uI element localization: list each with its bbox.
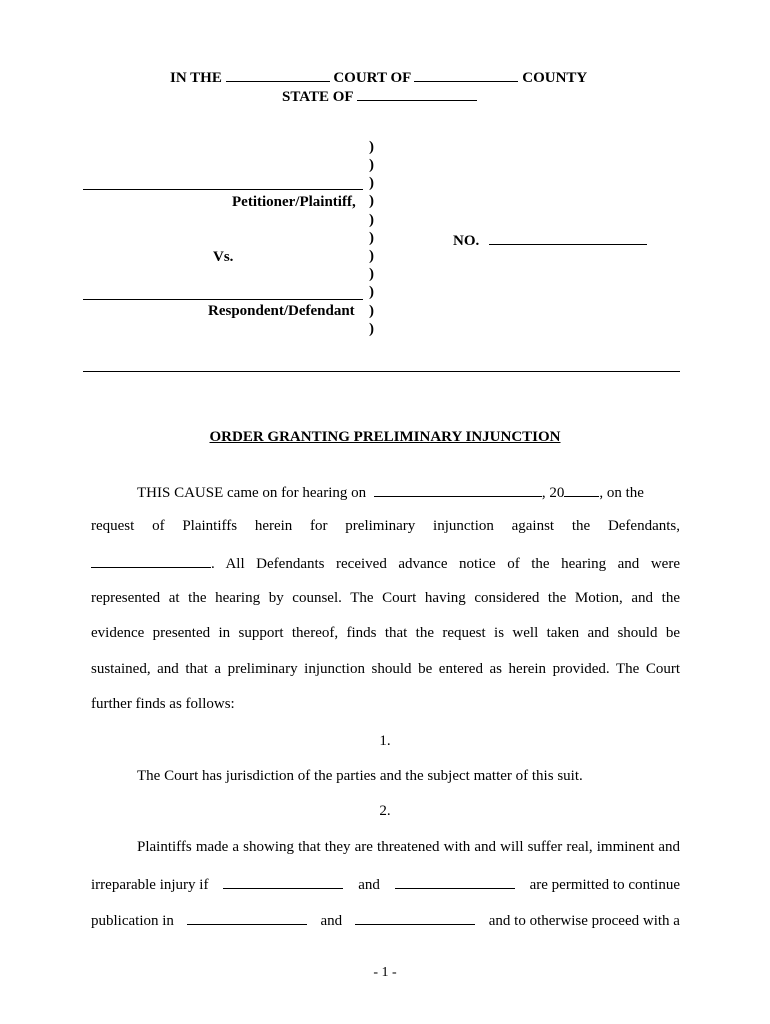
page-number: - 1 - (373, 965, 397, 980)
p2-word: preliminary (345, 518, 416, 534)
publication-b-blank (355, 910, 475, 925)
body-line-3 (91, 553, 680, 573)
petitioner-label: Petitioner/Plaintiff, (232, 194, 356, 210)
caption-in-the: IN THE (170, 70, 222, 86)
p2-word: for (310, 518, 328, 534)
f2l3-text-a: publication in (91, 913, 174, 929)
caption-paren-11: ) (369, 321, 374, 337)
case-number-blank (489, 230, 647, 245)
body-line-1 (137, 482, 680, 502)
caption-line-1 (170, 67, 587, 87)
f2l3-text-c: and to otherwise proceed with a (488, 913, 680, 929)
finding-2-line-1: Plaintiffs made a showing that they are threatened with and will suffer real, imminent and (137, 839, 680, 855)
f2l2-text-a: irreparable injury if (91, 877, 209, 893)
caption-line-2 (282, 86, 477, 106)
order-title: ORDER GRANTING PRELIMINARY INJUNCTION (209, 429, 561, 445)
finding-2-line-3 (91, 910, 680, 930)
caption-paren-8: ) (369, 266, 374, 282)
petitioner-name-line (83, 189, 363, 190)
caption-paren-9: ) (369, 284, 374, 300)
p1-text-b: , 20 (541, 485, 565, 501)
p2-word: injunction (433, 518, 494, 534)
p2-word: Plaintiffs (182, 518, 238, 534)
publication-a-blank (187, 910, 307, 925)
p2-word: the (571, 518, 591, 534)
case-number-label: NO. (453, 233, 480, 249)
finding-2-line-2 (91, 874, 680, 894)
f2l2-text-c: are permitted to continue (529, 877, 680, 893)
case-number (453, 230, 647, 250)
body-line-7: further finds as follows: (91, 696, 235, 712)
p1-text-a: THIS CAUSE came on for hearing on (137, 485, 367, 501)
caption-paren-10: ) (369, 303, 374, 319)
caption-paren-3: ) (369, 175, 374, 191)
f2l3-text-b: and (320, 913, 343, 929)
court-name-blank (226, 67, 330, 82)
p2-word: Defendants, (607, 518, 680, 534)
p2-word: herein (254, 518, 293, 534)
caption-paren-7: ) (369, 248, 374, 264)
caption-paren-6: ) (369, 230, 374, 246)
p2-word: against (511, 518, 555, 534)
p1-text-c: , on the (599, 485, 644, 501)
vs-label: Vs. (213, 249, 234, 265)
p3-text: . All Defendants received advance notice of the hearing and were (211, 556, 680, 572)
caption-paren-5: ) (369, 212, 374, 228)
party-b-blank (395, 874, 515, 889)
body-line-2 (91, 517, 680, 535)
caption-state-of: STATE OF (282, 89, 353, 105)
body-line-5: evidence presented in support thereof, finds that the request is well taken and should be (91, 625, 680, 641)
f2l2-text-b: and (358, 877, 380, 893)
respondent-name-line (83, 299, 363, 300)
p2-word: request (91, 518, 135, 534)
caption-county: COUNTY (522, 70, 588, 86)
p2-word: of (152, 518, 165, 534)
finding-number-1: 1. (379, 733, 391, 749)
hearing-year-blank (564, 482, 599, 497)
caption-paren-2: ) (369, 157, 374, 173)
caption-paren-1: ) (369, 139, 374, 155)
hearing-date-blank (374, 482, 542, 497)
defendants-name-blank (91, 553, 211, 568)
caption-rule (83, 371, 680, 372)
body-line-6: sustained, and that a preliminary injunction should be entered as herein provided. The Court (91, 661, 680, 677)
finding-1-text: The Court has jurisdiction of the parties and the subject matter of this suit. (137, 768, 583, 784)
state-name-blank (357, 86, 477, 101)
county-name-blank (414, 67, 518, 82)
caption-paren-4: ) (369, 193, 374, 209)
respondent-label: Respondent/Defendant (208, 303, 355, 319)
party-a-blank (223, 874, 343, 889)
body-line-4: represented at the hearing by counsel. The Court having considered the Motion, and the (91, 590, 680, 606)
finding-number-2: 2. (379, 803, 391, 819)
caption-court-of: COURT OF (333, 70, 411, 86)
